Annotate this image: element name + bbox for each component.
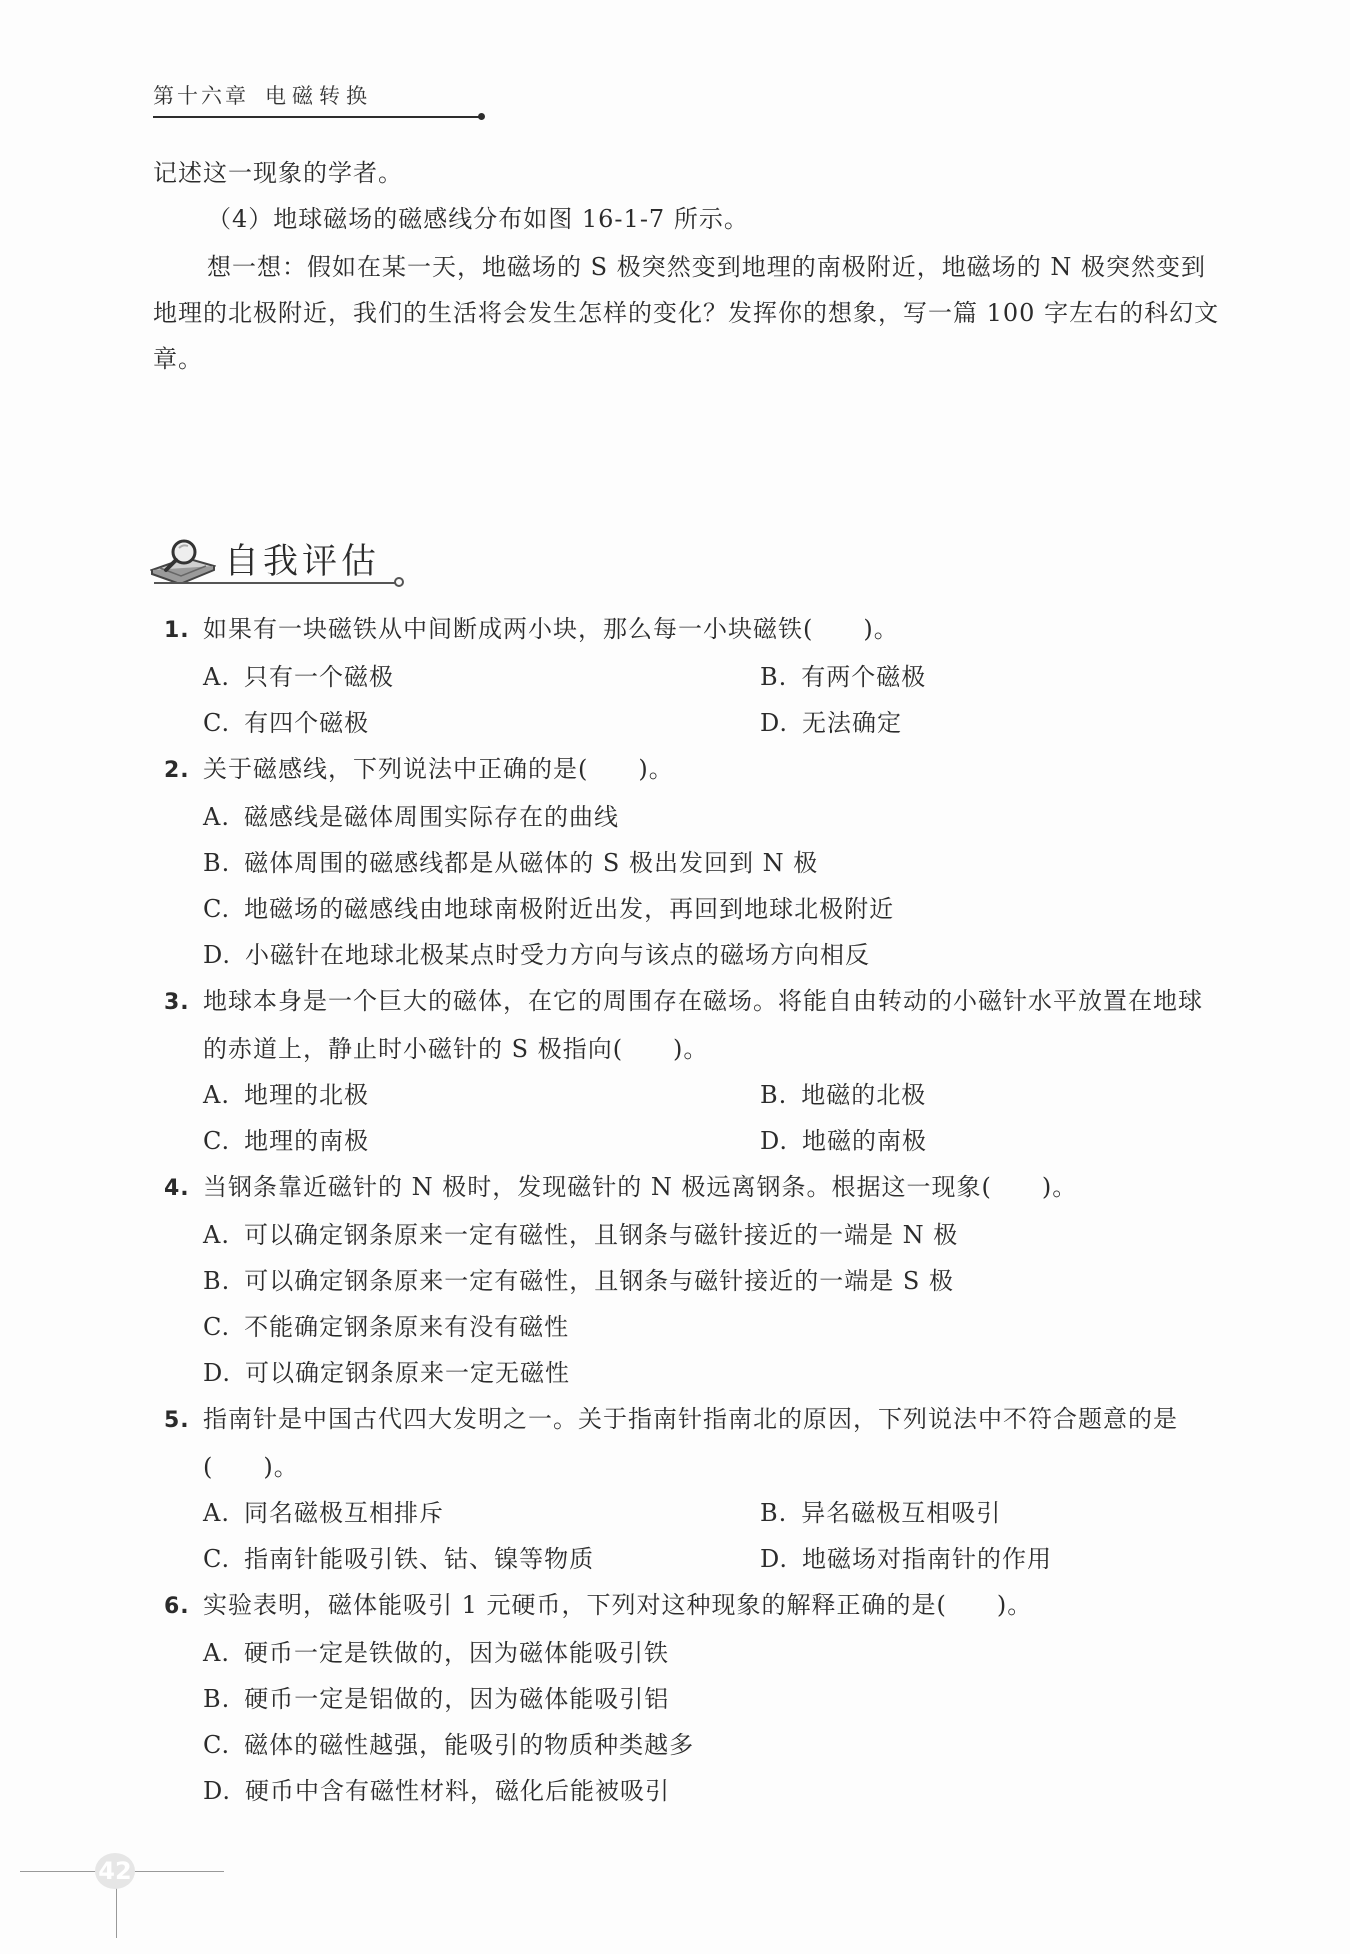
option-list: [0, 1072, 1350, 1164]
section-rule-dot: [394, 577, 404, 587]
option-letter: B.: [760, 1081, 788, 1109]
option-d: [0, 1350, 1350, 1396]
option-text: 不能确定钢条原来有没有磁性: [244, 1313, 570, 1341]
question-number: 4.: [164, 1176, 190, 1201]
option-c: [203, 1118, 760, 1164]
question-stem: [0, 746, 1350, 794]
book-magnifier-icon: [150, 536, 216, 584]
carry-over-line: 记述这一现象的学者。: [153, 159, 403, 187]
question-text: 实验表明，磁体能吸引 1 元硬币，下列对这种现象的解释正确的是( )。: [203, 1591, 1033, 1619]
header-rule-dot: [478, 113, 485, 120]
question-2: [0, 746, 1350, 978]
option-text: 地磁的北极: [801, 1081, 927, 1109]
option-letter: A.: [203, 803, 230, 831]
option-list: [0, 1490, 1350, 1582]
option-letter: A.: [203, 1639, 230, 1667]
option-d: [0, 932, 1350, 978]
option-text: 硬币中含有磁性材料，磁化后能被吸引: [245, 1777, 671, 1805]
option-text: 硬币一定是铁做的，因为磁体能吸引铁: [243, 1639, 669, 1667]
option-text: 异名磁极互相吸引: [801, 1499, 1002, 1527]
section-rule: [154, 582, 396, 584]
option-text: 有四个磁极: [244, 709, 370, 737]
option-a: [0, 794, 1350, 840]
option-letter: C.: [203, 1313, 231, 1341]
option-text: 可以确定钢条原来一定无磁性: [245, 1359, 571, 1387]
option-letter: A.: [203, 1221, 230, 1249]
section-heading: [150, 528, 410, 598]
question-list: [0, 606, 1350, 1814]
question-text: 指南针是中国古代四大发明之一。关于指南针指南北的原因，下列说法中不符合题意的是( )。: [203, 1405, 1178, 1481]
question-number: 5.: [164, 1408, 190, 1433]
option-text: 有两个磁极: [801, 663, 927, 691]
option-list: [0, 1630, 1350, 1814]
question-4: [0, 1164, 1350, 1396]
header-rule: [153, 116, 480, 118]
option-letter: B.: [760, 1499, 788, 1527]
option-list: [0, 654, 1350, 746]
option-b: [760, 654, 1260, 700]
question-number: 1.: [164, 618, 190, 643]
option-letter: D.: [760, 1545, 789, 1573]
option-letter: C.: [203, 709, 231, 737]
option-letter: B.: [203, 849, 231, 877]
option-list: [0, 1212, 1350, 1396]
option-text: 地理的南极: [244, 1127, 370, 1155]
option-c: [0, 886, 1350, 932]
option-letter: D.: [203, 1777, 232, 1805]
option-text: 只有一个磁极: [243, 663, 394, 691]
section-title: 自我评估: [224, 542, 381, 582]
option-text: 磁体的磁性越强，能吸引的物质种类越多: [244, 1731, 695, 1759]
option-letter: D.: [203, 941, 232, 969]
option-text: 地磁场的磁感线由地球南极附近出发，再回到地球北极附近: [244, 895, 895, 923]
option-letter: C.: [203, 895, 231, 923]
option-d: [0, 1768, 1350, 1814]
item-4-text: （4）地球磁场的磁感线分布如图 16-1-7 所示。: [207, 205, 749, 233]
option-a: [203, 654, 760, 700]
option-b: [0, 840, 1350, 886]
option-text: 小磁针在地球北极某点时受力方向与该点的磁场方向相反: [245, 941, 871, 969]
option-text: 指南针能吸引铁、钴、镍等物质: [244, 1545, 595, 1573]
option-c: [0, 1304, 1350, 1350]
option-text: 磁感线是磁体周围实际存在的曲线: [243, 803, 619, 831]
option-d: [760, 700, 1260, 746]
option-letter: B.: [203, 1267, 231, 1295]
option-letter: D.: [203, 1359, 232, 1387]
option-letter: D.: [760, 1127, 789, 1155]
question-stem: [0, 1582, 1350, 1630]
option-text: 磁体周围的磁感线都是从磁体的 S 极出发回到 N 极: [244, 849, 819, 877]
question-5: [0, 1396, 1350, 1582]
question-text: 地球本身是一个巨大的磁体，在它的周围存在磁场。将能自由转动的小磁针水平放置在地球的赤道上，静止时小磁针的 S 极指向( )。: [203, 987, 1203, 1063]
chapter-title: 电磁转换: [265, 84, 373, 108]
option-a: [0, 1212, 1350, 1258]
question-stem: [0, 1164, 1350, 1212]
question-stem: [0, 606, 1350, 654]
question-number: 2.: [164, 758, 190, 783]
chapter-number: 第十六章: [153, 84, 249, 108]
question-6: [0, 1582, 1350, 1814]
option-letter: A.: [203, 1499, 230, 1527]
option-d: [760, 1118, 1260, 1164]
option-a: [203, 1072, 760, 1118]
option-text: 地磁的南极: [802, 1127, 928, 1155]
question-text: 如果有一块磁铁从中间断成两小块，那么每一小块磁铁( )。: [203, 615, 899, 643]
option-a: [0, 1630, 1350, 1676]
option-text: 可以确定钢条原来一定有磁性，且钢条与磁针接近的一端是 N 极: [243, 1221, 959, 1249]
option-list: [0, 794, 1350, 978]
option-b: [760, 1490, 1260, 1536]
option-letter: A.: [203, 1081, 230, 1109]
option-letter: B.: [203, 1685, 231, 1713]
option-text: 地磁场对指南针的作用: [802, 1545, 1053, 1573]
option-letter: B.: [760, 663, 788, 691]
question-1: [0, 606, 1350, 746]
option-letter: D.: [760, 709, 789, 737]
option-text: 可以确定钢条原来一定有磁性，且钢条与磁针接近的一端是 S 极: [244, 1267, 954, 1295]
question-text: 关于磁感线，下列说法中正确的是( )。: [203, 755, 674, 783]
option-text: 无法确定: [802, 709, 903, 737]
option-b: [760, 1072, 1260, 1118]
option-text: 同名磁极互相排斥: [243, 1499, 444, 1527]
option-text: 硬币一定是铝做的，因为磁体能吸引铝: [244, 1685, 670, 1713]
option-c: [0, 1722, 1350, 1768]
question-text: 当钢条靠近磁针的 N 极时，发现磁针的 N 极远离钢条。根据这一现象( )。: [203, 1173, 1078, 1201]
option-b: [0, 1258, 1350, 1304]
option-a: [203, 1490, 760, 1536]
question-3: [0, 978, 1350, 1164]
running-header: [153, 80, 373, 110]
option-c: [203, 1536, 760, 1582]
question-number: 3.: [164, 990, 190, 1015]
question-stem: [0, 978, 1350, 1072]
option-b: [0, 1676, 1350, 1722]
question-number: 6.: [164, 1594, 190, 1619]
option-letter: C.: [203, 1127, 231, 1155]
think-about-it-paragraph: 想一想：假如在某一天，地磁场的 S 极突然变到地理的南极附近，地磁场的 N 极突然变到地理的北极附近，我们的生活将会发生怎样的变化？发挥你的想象，写一篇 100 字左右的科幻文章。: [153, 253, 1220, 373]
option-letter: C.: [203, 1545, 231, 1573]
option-letter: A.: [203, 663, 230, 691]
option-d: [760, 1536, 1260, 1582]
option-letter: C.: [203, 1731, 231, 1759]
option-c: [203, 700, 760, 746]
page-number: 42: [95, 1853, 135, 1889]
option-text: 地理的北极: [243, 1081, 369, 1109]
question-stem: [0, 1396, 1350, 1490]
